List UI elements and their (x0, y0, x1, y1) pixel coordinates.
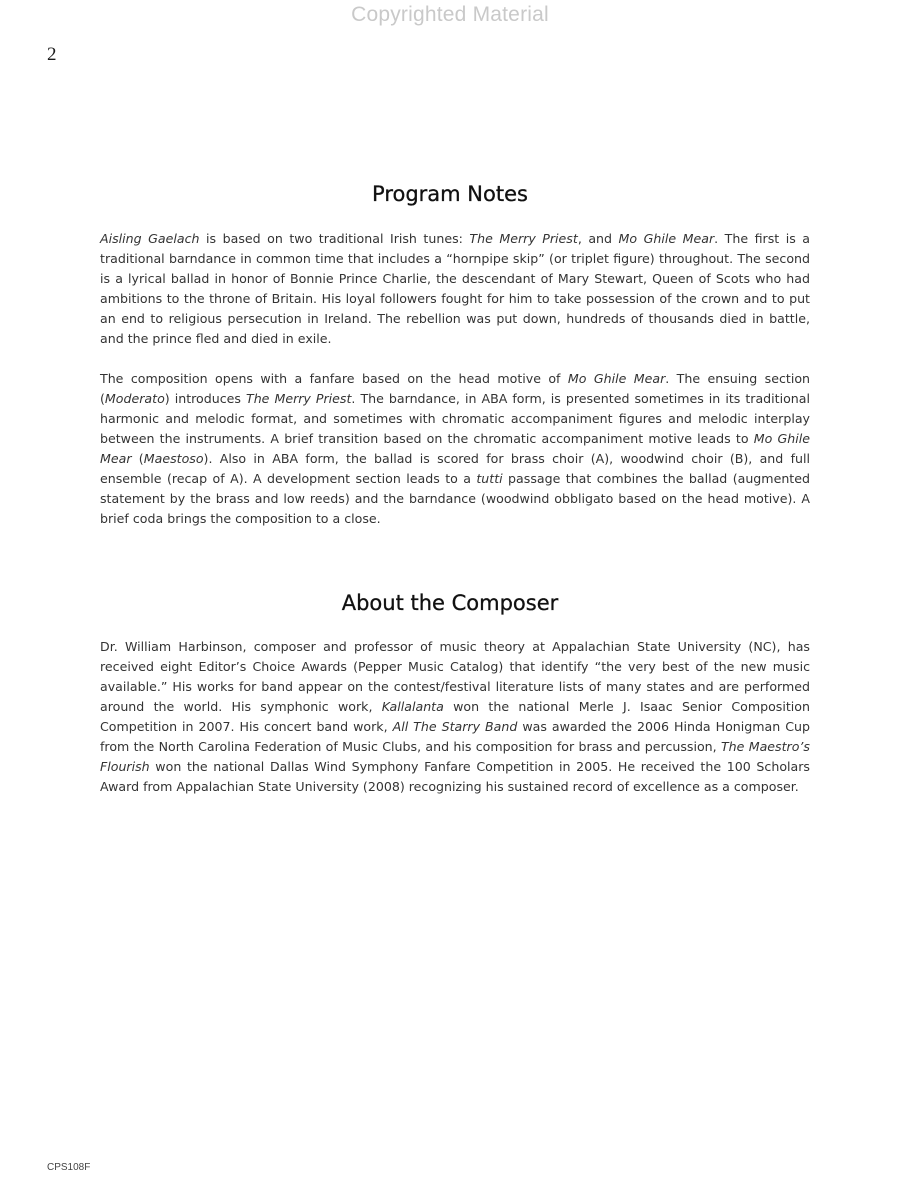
text-segment: Dr. William Harbinson, composer and professor of music theory at Appalachian State University (NC), has received eight Editor’s Choice Awards (Pepper Music Catalog) that identify “the very best of the new music available.” His works for band appear on the contest/festival literature lists of many states and are performed around the world. His symphonic work, (100, 639, 810, 714)
program-notes-paragraph-2 (100, 369, 810, 529)
about-composer-paragraph (100, 637, 810, 797)
title-maestros-flourish: The Maestro’s Flourish (100, 739, 810, 774)
catalog-code: CPS108F (47, 1162, 91, 1173)
text-segment: ( (131, 451, 144, 466)
about-composer-heading: About the Composer (341, 591, 559, 615)
text-segment: won the national Merle J. Isaac Senior Composition Competition in 2007. His concert band work, (100, 699, 810, 734)
text-segment: was awarded the 2006 Hinda Honigman Cup from the North Carolina Federation of Music Clubs, and his composition for brass and percussion, (100, 719, 810, 754)
copyright-watermark: Copyrighted Material (351, 3, 549, 26)
text-segment: won the national Dallas Wind Symphony Fanfare Competition in 2005. He received the 100 Scholars Award from Appalachian State University (2008) recognizing his sustained record of excellence as a composer. (100, 759, 810, 794)
title-all-the-starry-band: All The Starry Band (392, 719, 518, 734)
title-kallalanta: Kallalanta (381, 699, 444, 714)
title-mo-ghile-mear: Mo Ghile Mear (618, 231, 715, 246)
title-merry-priest: The Merry Priest (246, 391, 352, 406)
text-segment: . The first is a traditional barndance in common time that includes a “hornpipe skip” (or triplet figure) throughout. The second is a lyrical ballad in honor of Bonnie Prince Charlie, the descendant of Mary Stewart, Queen of Scots who had ambitions to the throne of Britain. His loyal followers fought for him to take possession of the crown and to put an end to religious persecution in Ireland. The rebellion was put down, hundreds of thousands died in battle, and the prince fled and died in exile. (100, 231, 811, 346)
text-segment: ) introduces (164, 391, 246, 406)
text-segment: is based on two traditional Irish tunes: (199, 231, 470, 246)
tempo-moderato: Moderato (104, 391, 165, 406)
title-mo-ghile-mear: Mo Ghile Mear (567, 371, 666, 386)
program-notes-paragraph-1 (100, 229, 810, 349)
title-mo-ghile-mear: Mo Ghile Mear (100, 431, 810, 466)
text-segment: passage that combines the ballad (augmented statement by the brass and low reeds) and the barndance (woodwind obbligato based on the head motive). A brief coda brings the composition to a close. (100, 471, 810, 526)
title-merry-priest: The Merry Priest (469, 231, 578, 246)
text-segment: The composition opens with a fanfare based on the head motive of (100, 371, 568, 386)
tempo-maestoso: Maestoso (143, 451, 204, 466)
text-segment: ). Also in ABA form, the ballad is scored for brass choir (A), woodwind choir (B), and full ensemble (recap of A). A development section leads to a (100, 451, 810, 486)
term-tutti: tutti (476, 471, 503, 486)
title-aisling-gaelach: Aisling Gaelach (100, 231, 200, 246)
program-notes-heading: Program Notes (372, 182, 528, 206)
text-segment: . The ensuing section ( (100, 371, 811, 406)
text-segment: , and (577, 231, 619, 246)
text-segment: . The barndance, in ABA form, is presented sometimes in its traditional harmonic and melodic format, and sometimes with chromatic accompaniment figures and melodic interplay between the instruments. A brief transition based on the chromatic accompaniment motive leads to (100, 391, 811, 446)
page-number: 2 (47, 44, 57, 65)
